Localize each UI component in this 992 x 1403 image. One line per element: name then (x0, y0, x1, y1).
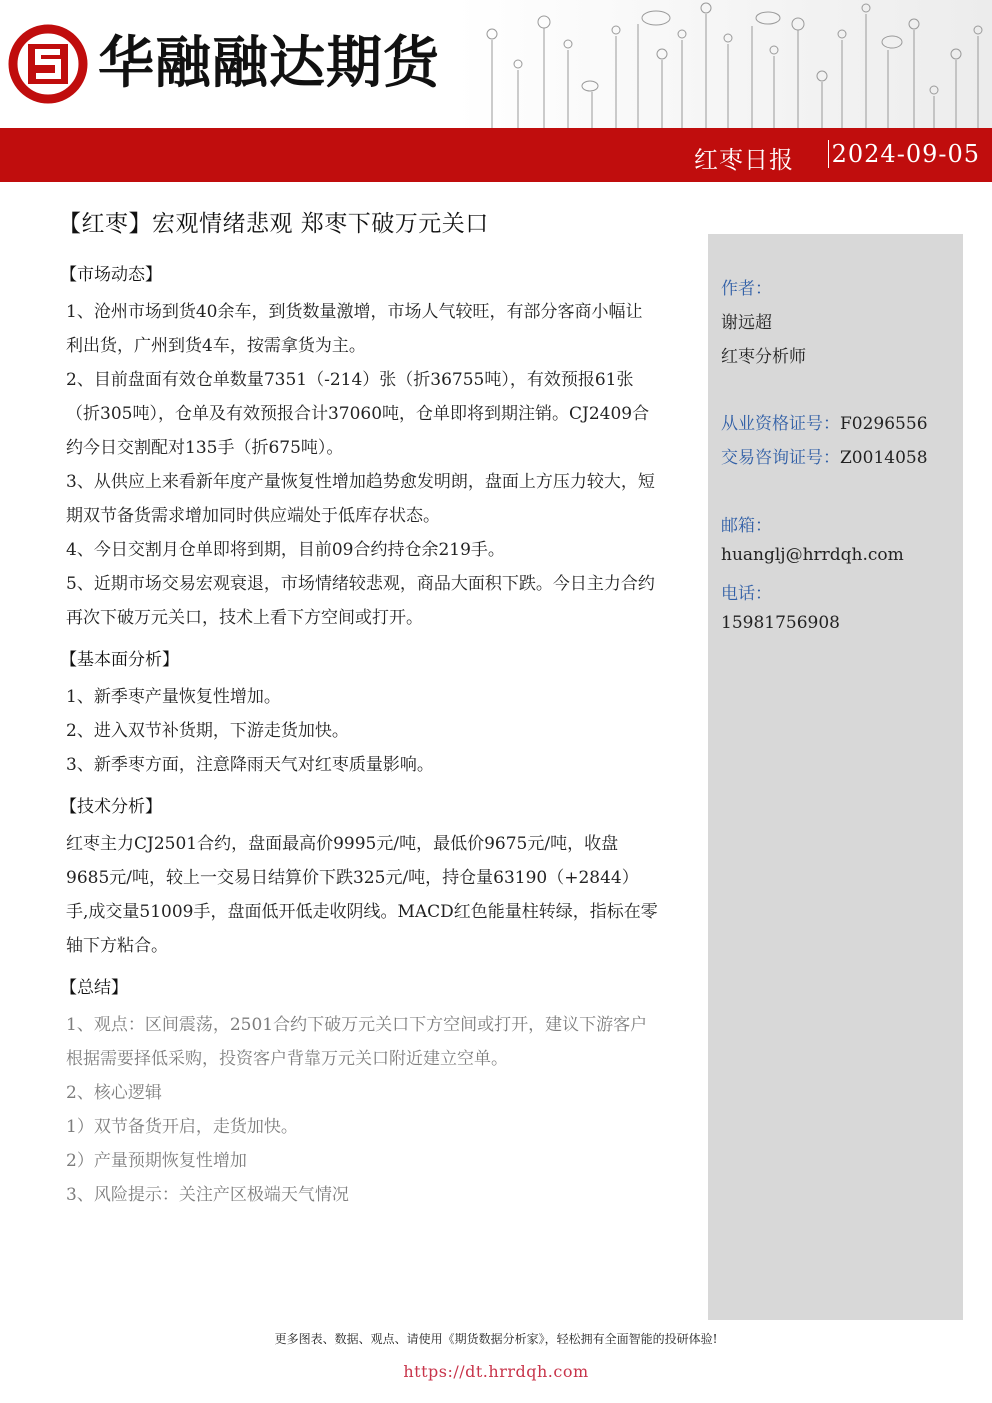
paragraph: 3、新季枣方面，注意降雨天气对红枣质量影响。 (66, 755, 434, 775)
article-title: 【红枣】宏观情绪悲观 郑枣下破万元关口 (58, 211, 489, 237)
license-row (721, 409, 928, 434)
company-logo-icon (8, 24, 88, 104)
paragraph: 红枣主力CJ2501合约，盘面最高价9995元/吨，最低价9675元/吨，收盘9685元/吨，较上一交易日结算价下跌325元/吨，持仓量63190（+2844）手,成交量51009手，盘面低开低走收阴线。MACD红色能量柱转绿，指标在零轴下方粘合。 (66, 834, 658, 956)
section-technical (60, 792, 658, 963)
company-logo (8, 22, 440, 106)
paragraph: 5、近期市场交易宏观衰退，市场情绪较悲观，商品大面积下跌。今日主力合约再次下破万元关口，技术上看下方空间或打开。 (66, 574, 655, 628)
section-heading: 【技术分析】 (60, 797, 162, 817)
report-title-band (0, 128, 992, 182)
section-heading: 【基本面分析】 (60, 650, 179, 670)
phone-label: 电话： (721, 584, 772, 604)
section-heading: 【市场动态】 (60, 265, 162, 285)
license-label: 从业资格证号： (721, 414, 840, 434)
footer-link[interactable]: https://dt.hrrdqh.com (403, 1362, 589, 1381)
paragraph: 1）双节备货开启，走货加快。 (66, 1117, 298, 1137)
phone-value: 15981756908 (721, 613, 840, 633)
paragraph: 4、今日交割月仓单即将到期，目前09合约持仓余219手。 (66, 540, 505, 560)
section-fundamentals (60, 645, 658, 782)
header-decoration (456, 0, 992, 128)
report-header (0, 0, 992, 182)
consult-label: 交易咨询证号： (721, 448, 840, 468)
paragraph: 1、沧州市场到货40余车，到货数量激增，市场人气较旺，有部分客商小幅让利出货，广州到货4车，按需拿货为主。 (66, 302, 643, 356)
consult-value: Z0014058 (840, 448, 928, 468)
author-name: 谢远超 (721, 313, 772, 333)
email-label: 邮箱： (721, 516, 772, 536)
section-heading: 【总结】 (60, 978, 128, 998)
author-label: 作者： (721, 279, 772, 299)
paragraph: 1、新季枣产量恢复性增加。 (66, 687, 281, 707)
paragraph: 3、风险提示：关注产区极端天气情况 (66, 1185, 349, 1205)
author-sidebar (708, 234, 963, 1320)
report-name: 红枣日报 (694, 146, 794, 174)
footer-note: 更多图表、数据、观点、请使用《期货数据分析家》，轻松拥有全面智能的投研体验! (274, 1332, 718, 1346)
author-title: 红枣分析师 (721, 347, 806, 367)
consult-row (721, 443, 928, 468)
paragraph: 3、从供应上来看新年度产量恢复性增加趋势愈发明朗，盘面上方压力较大，短期双节备货需求增加同时供应端处于低库存状态。 (66, 472, 655, 526)
paragraph: 2、核心逻辑 (66, 1083, 162, 1103)
section-market-dynamics (60, 260, 658, 635)
section-summary (60, 973, 658, 1212)
license-value: F0296556 (840, 414, 928, 434)
article-body (58, 205, 658, 1222)
band-separator (828, 140, 829, 168)
report-date: 2024-09-05 (831, 140, 980, 168)
paragraph: 1、观点：区间震荡，2501合约下破万元关口下方空间或打开，建议下游客户根据需要择低采购，投资客户背靠万元关口附近建立空单。 (66, 1015, 648, 1069)
paragraph: 2、目前盘面有效仓单数量7351（-214）张（折36755吨），有效预报61张（折305吨），仓单及有效预报合计37060吨，仓单即将到期注销。CJ2409合约今日交割配对135手（折675吨）。 (66, 370, 650, 458)
paragraph: 2、进入双节补货期，下游走货加快。 (66, 721, 349, 741)
company-name: 华融融达期货 (98, 31, 440, 96)
paragraph: 2）产量预期恢复性增加 (66, 1151, 247, 1171)
email-value[interactable]: huanglj@hrrdqh.com (721, 545, 904, 565)
